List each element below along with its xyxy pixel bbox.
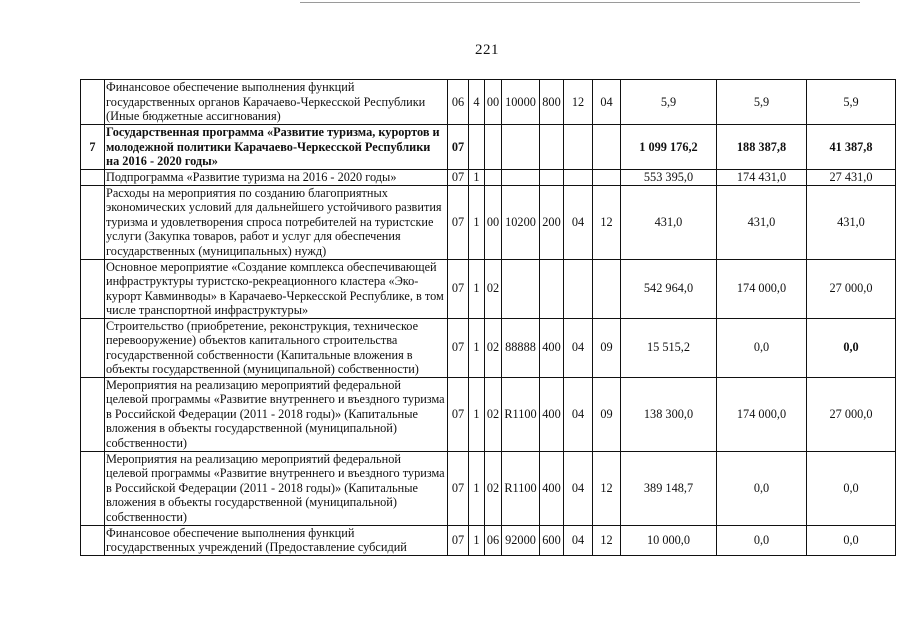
amount-year-1: 138 300,0 xyxy=(621,377,717,451)
code-ministry: 07 xyxy=(448,125,469,170)
code-ministry: 07 xyxy=(448,318,469,377)
amount-year-1: 431,0 xyxy=(621,185,717,259)
code-expense-type: 200 xyxy=(540,185,564,259)
amount-year-3: 41 387,8 xyxy=(807,125,896,170)
code-subsection: 12 xyxy=(593,451,621,525)
amount-year-1: 389 148,7 xyxy=(621,451,717,525)
code-expense-type xyxy=(540,170,564,186)
code-subsection: 09 xyxy=(593,377,621,451)
row-number xyxy=(81,377,105,451)
code-section: 04 xyxy=(564,318,593,377)
code-subsection xyxy=(593,170,621,186)
code-event: 02 xyxy=(485,377,502,451)
code-section: 12 xyxy=(564,80,593,125)
code-ministry: 07 xyxy=(448,525,469,555)
code-subprogram: 1 xyxy=(469,377,485,451)
amount-year-2: 174 000,0 xyxy=(717,259,807,318)
code-direction xyxy=(502,170,540,186)
amount-year-2: 0,0 xyxy=(717,318,807,377)
code-ministry: 07 xyxy=(448,185,469,259)
amount-year-1: 1 099 176,2 xyxy=(621,125,717,170)
code-expense-type xyxy=(540,125,564,170)
code-expense-type xyxy=(540,259,564,318)
row-number: 7 xyxy=(81,125,105,170)
row-name: Расходы на мероприятия по созданию благоприятных экономических условий для дальнейшего устойчивого развития туризма и удовлетворения спроса потребителей на туристские услуги (Закупка товаров, работ и услуг для обеспечения государственных (муниципальных) нужд) xyxy=(105,185,448,259)
code-expense-type: 400 xyxy=(540,318,564,377)
top-rule xyxy=(300,2,860,3)
amount-year-3: 27 000,0 xyxy=(807,259,896,318)
row-name: Финансовое обеспечение выполнения функций государственных учреждений (Предоставление субсидий xyxy=(105,525,448,555)
code-direction: 10200 xyxy=(502,185,540,259)
code-direction: 88888 xyxy=(502,318,540,377)
code-subsection xyxy=(593,259,621,318)
amount-year-2: 0,0 xyxy=(717,451,807,525)
code-event: 06 xyxy=(485,525,502,555)
code-direction: R1100 xyxy=(502,451,540,525)
code-subsection: 12 xyxy=(593,525,621,555)
table-row xyxy=(81,259,896,318)
amount-year-3: 0,0 xyxy=(807,451,896,525)
code-subprogram: 4 xyxy=(469,80,485,125)
amount-year-2: 431,0 xyxy=(717,185,807,259)
row-name: Финансовое обеспечение выполнения функций государственных органов Карачаево-Черкесской Республики (Иные бюджетные ассигнования) xyxy=(105,80,448,125)
table-row xyxy=(81,525,896,555)
row-number xyxy=(81,170,105,186)
code-subsection: 09 xyxy=(593,318,621,377)
row-number xyxy=(81,185,105,259)
code-ministry: 07 xyxy=(448,451,469,525)
code-event xyxy=(485,170,502,186)
code-subprogram: 1 xyxy=(469,170,485,186)
table-row xyxy=(81,185,896,259)
amount-year-2: 174 000,0 xyxy=(717,377,807,451)
code-ministry: 06 xyxy=(448,80,469,125)
code-section: 04 xyxy=(564,377,593,451)
amount-year-2: 0,0 xyxy=(717,525,807,555)
amount-year-3: 27 431,0 xyxy=(807,170,896,186)
row-name: Государственная программа «Развитие туризма, курортов и молодежной политики Карачаево-Черкесской Республики на 2016 - 2020 годы» xyxy=(105,125,448,170)
amount-year-2: 174 431,0 xyxy=(717,170,807,186)
code-direction xyxy=(502,259,540,318)
row-number xyxy=(81,525,105,555)
code-event: 02 xyxy=(485,259,502,318)
code-subprogram: 1 xyxy=(469,451,485,525)
row-number xyxy=(81,80,105,125)
amount-year-1: 542 964,0 xyxy=(621,259,717,318)
code-ministry: 07 xyxy=(448,259,469,318)
code-section: 04 xyxy=(564,451,593,525)
code-event: 02 xyxy=(485,318,502,377)
row-name: Основное мероприятие «Создание комплекса обеспечивающей инфраструктуры туристско-рекреационного кластера «Эко-курорт Кавминводы» в Карачаево-Черкесской Республике, в том числе транспортной инфраструктуры» xyxy=(105,259,448,318)
code-section: 04 xyxy=(564,185,593,259)
code-ministry: 07 xyxy=(448,170,469,186)
table-row xyxy=(81,377,896,451)
row-name: Мероприятия на реализацию мероприятий федеральной целевой программы «Развитие внутреннего и въездного туризма в Российской Федерации (2011 - 2018 годы)» (Капитальные вложения в объекты государственной (муниципальной) собственности) xyxy=(105,451,448,525)
amount-year-1: 553 395,0 xyxy=(621,170,717,186)
amount-year-3: 0,0 xyxy=(807,318,896,377)
table-row xyxy=(81,80,896,125)
code-ministry: 07 xyxy=(448,377,469,451)
code-event: 02 xyxy=(485,451,502,525)
code-section xyxy=(564,259,593,318)
amount-year-2: 188 387,8 xyxy=(717,125,807,170)
amount-year-3: 431,0 xyxy=(807,185,896,259)
code-expense-type: 400 xyxy=(540,451,564,525)
code-section: 04 xyxy=(564,525,593,555)
code-expense-type: 800 xyxy=(540,80,564,125)
code-event xyxy=(485,125,502,170)
code-subprogram: 1 xyxy=(469,185,485,259)
amount-year-2: 5,9 xyxy=(717,80,807,125)
amount-year-1: 5,9 xyxy=(621,80,717,125)
code-subprogram: 1 xyxy=(469,259,485,318)
code-subsection xyxy=(593,125,621,170)
amount-year-3: 5,9 xyxy=(807,80,896,125)
code-direction: 92000 xyxy=(502,525,540,555)
code-direction: R1100 xyxy=(502,377,540,451)
row-number xyxy=(81,259,105,318)
code-subsection: 12 xyxy=(593,185,621,259)
code-event: 00 xyxy=(485,80,502,125)
code-subprogram xyxy=(469,125,485,170)
table-row xyxy=(81,318,896,377)
amount-year-1: 10 000,0 xyxy=(621,525,717,555)
row-name: Мероприятия на реализацию мероприятий федеральной целевой программы «Развитие внутреннего и въездного туризма в Российской Федерации (2011 - 2018 годы)» (Капитальные вложения в объекты государственной (муниципальной) собственности) xyxy=(105,377,448,451)
row-number xyxy=(81,451,105,525)
code-direction: 10000 xyxy=(502,80,540,125)
page-number: 221 xyxy=(475,42,499,58)
code-subsection: 04 xyxy=(593,80,621,125)
code-subprogram: 1 xyxy=(469,318,485,377)
code-expense-type: 400 xyxy=(540,377,564,451)
table-row xyxy=(81,170,896,186)
row-number xyxy=(81,318,105,377)
code-direction xyxy=(502,125,540,170)
code-section xyxy=(564,125,593,170)
amount-year-3: 0,0 xyxy=(807,525,896,555)
table-row xyxy=(81,451,896,525)
amount-year-1: 15 515,2 xyxy=(621,318,717,377)
code-subprogram: 1 xyxy=(469,525,485,555)
table-row xyxy=(81,125,896,170)
row-name: Строительство (приобретение, реконструкция, техническое перевооружение) объектов капитального строительства государственной собственности (Капитальные вложения в объекты государственной (муниципальной) собственности) xyxy=(105,318,448,377)
code-expense-type: 600 xyxy=(540,525,564,555)
row-name: Подпрограмма «Развитие туризма на 2016 - 2020 годы» xyxy=(105,170,448,186)
code-section xyxy=(564,170,593,186)
amount-year-3: 27 000,0 xyxy=(807,377,896,451)
budget-table xyxy=(80,79,896,556)
code-event: 00 xyxy=(485,185,502,259)
